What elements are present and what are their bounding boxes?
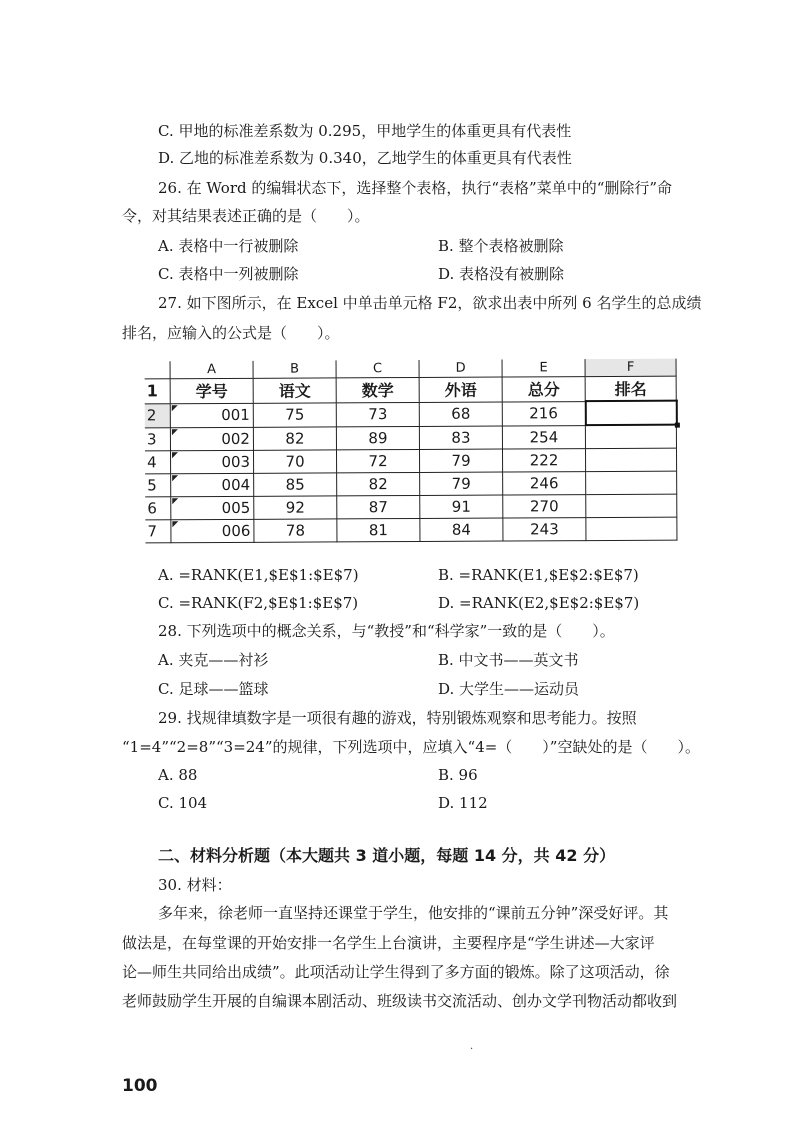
q28-option-d: D. 大学生——运动员 [438,680,580,698]
q29-stem-line1: 29. 找规律填数字是一项很有趣的游戏，特别锻炼观察和思考能力。按照 [158,709,637,727]
header-cell-student-id: 学号 [170,378,253,403]
header-cell-total: 总分 [502,377,585,402]
table-row [145,517,677,543]
cell-math: 87 [337,495,420,518]
table-row [145,425,677,451]
cell-foreign-language: 84 [420,518,503,541]
section-heading: 二、材料分析题（本大题共 3 道小题，每题 14 分，共 42 分） [158,846,616,865]
cell-student-id: 001 [170,403,253,427]
cell-math: 72 [336,449,419,472]
cell-foreign-language: 68 [419,402,502,426]
table-row [145,494,677,520]
cell-total: 243 [503,518,586,541]
col-letter-b: B [253,360,336,378]
header-cell-chinese: 语文 [253,378,336,403]
cell-chinese: 85 [254,473,337,496]
stray-dot: · [470,1044,474,1055]
q26-option-b: B. 整个表格被删除 [438,237,564,255]
material-paragraph-line4: 老师鼓励学生开展的自编课本剧活动、班级读书交流活动、创办文学刊物活动都收到 [122,992,678,1010]
q26-option-c: C. 表格中一列被删除 [158,265,299,283]
cell-math: 81 [337,518,420,541]
cell-math: 89 [336,426,419,450]
row-number: 5 [145,474,171,497]
q28-option-a: A. 夹克——衬衫 [158,651,269,669]
q27-option-b: B. =RANK(E1,$E$2:$E$7) [438,566,639,584]
cell-foreign-language: 83 [419,426,502,450]
table-row [145,401,677,428]
q26-option-d: D. 表格没有被删除 [438,265,565,283]
table-row [145,448,677,474]
q30-label: 30. 材料： [158,876,232,894]
cell-student-id: 004 [171,473,254,496]
cell-chinese: 92 [254,496,337,519]
cell-rank[interactable] [586,517,677,540]
cell-total: 246 [503,472,586,495]
material-paragraph-line1: 多年来，徐老师一直坚持还课堂于学生，他安排的“课前五分钟”深受好评。其 [158,904,669,922]
q27-option-a: A. =RANK(E1,$E$1:$E$7) [158,566,359,584]
header-cell-math: 数学 [336,377,419,402]
q28-option-c: C. 足球——篮球 [158,680,269,698]
q28-stem: 28. 下列选项中的概念关系，与“教授”和“科学家”一致的是（ ）。 [158,622,615,640]
q26-stem-line1: 26. 在 Word 的编辑状态下，选择整个表格，执行“表格”菜单中的“删除行”命 [158,179,673,197]
col-letter-f: F [585,359,676,377]
q26-stem-line2: 令，对其结果表述正确的是（ ）。 [122,207,370,225]
q25-option-c: C. 甲地的标准差系数为 0.295，甲地学生的体重更具有代表性 [158,122,572,140]
q29-stem-line2: “1=4”“2=8”“3=24”的规律，下列选项中，应填入“4=（ ）”空缺处的是（ ）。 [122,738,700,756]
col-letter-d: D [419,360,502,378]
cell-foreign-language: 79 [420,472,503,495]
q25-option-d: D. 乙地的标准差系数为 0.340，乙地学生的体重更具有代表性 [158,149,572,167]
q29-option-c: C. 104 [158,794,208,812]
row-number: 2 [145,403,171,427]
q29-option-d: D. 112 [438,794,488,812]
table-row [145,471,677,497]
cell-student-id: 003 [170,450,253,473]
cell-chinese: 78 [254,519,337,542]
q27-stem-line1: 27. 如下图所示，在 Excel 中单击单元格 F2，欲求出表中所列 6 名学生的总成绩 [158,294,702,312]
cell-rank[interactable] [585,425,676,449]
cell-total: 270 [503,495,586,518]
corner-cell [145,361,171,379]
q29-option-a: A. 88 [158,766,198,784]
cell-foreign-language: 91 [420,495,503,518]
q27-option-c: C. =RANK(F2,$E$1:$E$7) [158,594,359,612]
cell-math: 82 [337,472,420,495]
q29-option-b: B. 96 [438,766,478,784]
cell-foreign-language: 79 [419,449,502,472]
excel-sheet [145,359,678,544]
cell-math: 73 [336,402,419,426]
material-paragraph-line3: 论—师生共同给出成绩”。此项活动让学生得到了多方面的锻炼。除了这项活动，徐 [122,963,670,981]
row-number: 4 [145,451,171,474]
cell-student-id: 006 [171,519,254,542]
q27-stem-line2: 排名，应输入的公式是（ ）。 [122,324,340,342]
row-number: 7 [145,520,171,543]
cell-rank[interactable] [585,448,676,471]
cell-chinese: 75 [253,402,336,426]
cell-total: 216 [502,401,585,425]
cell-rank[interactable] [586,494,677,517]
col-letter-c: C [336,360,419,378]
cell-student-id: 002 [170,427,253,451]
col-letter-a: A [170,361,253,379]
cell-student-id: 005 [171,496,254,519]
selected-cell-f2[interactable] [585,401,676,425]
col-letter-e: E [502,359,585,377]
material-paragraph-line2: 做法是，在每堂课的开始安排一名学生上台演讲，主要程序是“学生讲述—大家评 [122,934,655,952]
cell-chinese: 70 [253,450,336,473]
q27-option-d: D. =RANK(E2,$E$2:$E$7) [438,594,640,612]
page-number: 100 [122,1076,158,1096]
q28-option-b: B. 中文书——英文书 [438,651,579,669]
cell-rank[interactable] [586,471,677,494]
row-number: 6 [145,497,171,520]
header-cell-foreign-language: 外语 [419,377,502,402]
cell-chinese: 82 [253,426,336,450]
row-number: 1 [145,379,171,404]
row-number: 3 [145,427,171,451]
table-row [145,376,677,403]
cell-total: 254 [502,425,585,449]
header-cell-rank: 排名 [585,376,676,401]
cell-total: 222 [502,449,585,472]
q26-option-a: A. 表格中一行被删除 [158,237,299,255]
